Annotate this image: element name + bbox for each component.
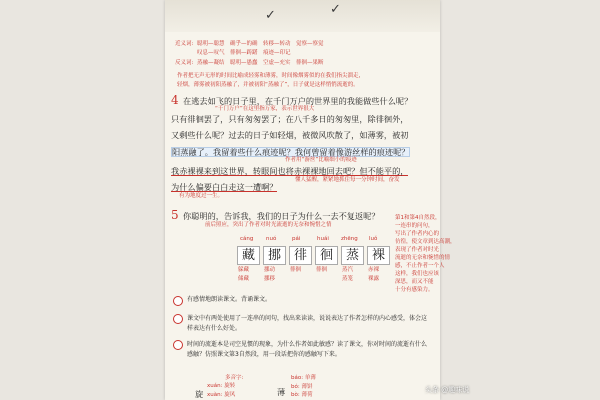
- word-example: 徘徊: [316, 267, 328, 273]
- word-example: 徘徊: [290, 267, 302, 273]
- polyphonic-char: 薄: [277, 387, 286, 397]
- para4-line-3: 又剩些什么呢？过去的日子如轻烟，被微风吹散了，如薄雾，被初: [171, 130, 409, 140]
- annotation: “千门万户”在这里指万家，表示世界很大: [215, 106, 315, 112]
- exercise-bullet-icon: [173, 296, 183, 306]
- para5-line-1: 你聪明的，告诉我，我们的日子为什么一去不复返呢？: [183, 211, 380, 221]
- exercise-bullet-icon: [173, 340, 183, 350]
- pinyin: nuó: [266, 236, 277, 242]
- note-top-line-2: 轻烟，薄雾被初阳蒸融了，并被初阳“蒸融了”，日子就是这样悄悄流逝的。: [177, 82, 359, 88]
- antonyms-line: 蒸融—凝结 聪明—愚蠢 空虚—充实 徘徊—果断: [197, 60, 324, 66]
- para4-line-1: 在逃去如飞的日子里，在千门万户的世界里的我能做些什么呢？: [183, 96, 413, 106]
- exercise-bullet-icon: [173, 314, 183, 324]
- word-char: 蒸: [341, 246, 364, 265]
- word-char: 徊: [315, 246, 338, 265]
- pinyin: huái: [317, 236, 329, 242]
- paragraph-number: 4: [171, 93, 179, 107]
- word-example: 蒸汽: [342, 267, 354, 273]
- exercise-3: 时间的流逝本是司空见惯的现象，为什么作者如此敏感？读了课文，你对时间的流逝有什么感触？仿照课文第3自然段，用一段话把你的感触写下来。: [187, 341, 428, 358]
- synonyms-line-1: 聪明—聪慧 确乎—的确 转移—转动 觉察—察觉: [197, 41, 324, 47]
- antonyms-label: 反义词:: [175, 60, 194, 66]
- word-example: 挪移: [264, 276, 276, 282]
- annotation: 前后照应，突出了作者对时光流逝的无奈和惋惜之情: [205, 222, 332, 228]
- note-top-line-1: 作者把无声无形的时间比喻成轻雾和薄雾，时间像烟雾似的在我们指尖溜走，: [177, 73, 365, 79]
- banner-illustration: [165, 0, 440, 32]
- synonyms-label: 近义词:: [175, 41, 194, 47]
- pinyin: pái: [292, 236, 301, 242]
- annotation: 懂人猛醒，紧紧地抓住每一分钟时间，奋发: [295, 177, 400, 183]
- exercise-2: 课文中有两处使用了一连串的问句，找出来读读，说说表达了作者怎样的内心感受，体会这样表达有什么好处。: [187, 315, 428, 332]
- swallow-icon: ✓: [265, 8, 276, 23]
- word-example: 挪动: [264, 267, 276, 273]
- side-note-line: 深思，而又不能: [395, 279, 434, 285]
- side-note-line: 流逝的无奈和惋惜的情: [395, 255, 451, 261]
- word-example: 蒸笼: [342, 276, 354, 282]
- word-char: 裸: [367, 246, 390, 265]
- polyphonic-label: 多音字:: [225, 375, 244, 381]
- polyphonic-reading: xuán: 旋转: [207, 383, 236, 389]
- para4-line-5: 我赤裸裸来到这世界，转眼间也将赤裸裸地回去吧？但不能平的，: [171, 166, 409, 176]
- side-note-line: 第1和第4自然段，: [395, 215, 441, 221]
- side-note-line: 这样，我们也应该: [395, 271, 440, 277]
- exercise-1: 有感情地朗读课文。背诵课文。: [187, 296, 272, 303]
- polyphonic-reading: bó: 薄饼: [291, 384, 313, 390]
- para4-line-6: 为什么偏要白白走这一遭啊？: [171, 182, 278, 192]
- word-example: 裸露: [368, 276, 380, 282]
- word-example: 赤裸: [368, 267, 380, 273]
- para4-line-2: 只有徘徊罢了，只有匆匆罢了；在八千多日的匆匆里，除徘徊外，: [171, 114, 409, 124]
- side-note-line: 一连串的问句，: [395, 223, 434, 229]
- word-char: 藏: [237, 246, 260, 265]
- word-example: 储藏: [238, 276, 250, 282]
- polyphonic-char: 旋: [195, 389, 204, 399]
- annotation: 有为地度过一生。: [179, 193, 224, 199]
- side-note-line: 彷徨，使文章到达高潮，: [395, 239, 456, 245]
- para4-line-4: 阳蒸融了。我留着些什么痕迹呢？我何曾留着像游丝样的痕迹呢？: [172, 147, 410, 157]
- synonyms-line-2: 叹息—叹气 徘徊—踌躇 痕迹—印记: [197, 50, 291, 56]
- polyphonic-reading: báo: 单薄: [291, 375, 316, 381]
- paragraph-number: 5: [171, 208, 179, 222]
- polyphonic-reading: bò: 薄荷: [291, 392, 313, 398]
- polyphonic-reading: xuàn: 旋风: [207, 392, 236, 398]
- watermark: 头条 @趣味说: [425, 386, 470, 394]
- pinyin: cáng: [240, 236, 254, 242]
- annotation: 作者用“游丝”比喻细小的痕迹: [285, 157, 357, 163]
- side-note-line: 写出了作者内心的: [395, 231, 440, 237]
- word-char: 挪: [263, 246, 286, 265]
- swallow-icon: ✓: [330, 2, 341, 17]
- word-char: 徘: [289, 246, 312, 265]
- side-note-line: 十分有感染力。: [395, 287, 434, 293]
- word-example: 躲藏: [238, 267, 250, 273]
- pinyin: zhēng: [341, 236, 358, 242]
- side-note-line: 表现了作者对时光: [395, 247, 440, 253]
- pinyin: luǒ: [369, 236, 378, 242]
- side-note-line: 感，不止作者一个人: [395, 263, 445, 269]
